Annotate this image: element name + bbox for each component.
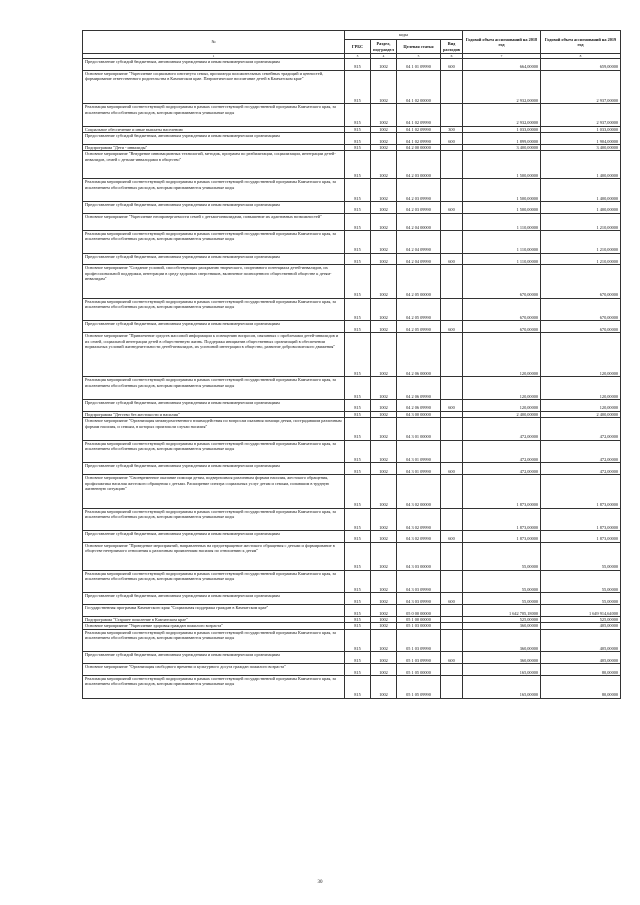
row-name: Предоставление субсидий бюджетным, автономным учреждениям и иным некоммерческим организациям (83, 652, 345, 664)
row-csr: 05 1 05 09990 (397, 676, 441, 699)
row-grbs: 815 (345, 253, 371, 265)
row-amount-2019: 55,00000 (541, 542, 621, 570)
row-csr: 04 3 00 00000 (397, 411, 441, 417)
row-razdel: 1002 (371, 475, 397, 508)
row-vr: 600 (441, 652, 463, 664)
row-csr: 04 3 01 09990 (397, 463, 441, 475)
row-grbs: 815 (345, 298, 371, 321)
row-name: Основное мероприятие "Создание условий, способствующих раскрытию творческого, спортивного потенциала детей-инвалидов, их профессиональной поддержки, интеграции в среду здоровых сверстников, включение полноценного общественной обществе к детям-инвалидам" (83, 265, 345, 298)
row-name: Основное мероприятие "Укрепление социального института семьи, пропаганда положительных семейных традиций и ценностей, формирование ответственного родительства в Камчатском крае. Патриотическое воспитание детей в Камчатском крае" (83, 70, 345, 103)
row-name: Подпрограмма "Детство без жестокости и насилия" (83, 411, 345, 417)
row-amount-2019: 80,00000 (541, 664, 621, 676)
row-amount-2019: 2 937,00000 (541, 70, 621, 103)
row-razdel: 1002 (371, 542, 397, 570)
row-csr: 04 1 02 09990 (397, 104, 441, 127)
table-row (83, 664, 621, 676)
row-vr (441, 298, 463, 321)
row-amount-2019: 472,00000 (541, 418, 621, 441)
row-razdel: 1002 (371, 179, 397, 202)
row-name: Предоставление субсидий бюджетным, автономным учреждениям и иным некоммерческим организациям (83, 253, 345, 265)
row-amount-2019: 670,00000 (541, 321, 621, 333)
header-number: № (83, 31, 345, 54)
table-row (83, 201, 621, 213)
row-amount-2018: 472,00000 (463, 440, 541, 463)
row-grbs: 815 (345, 570, 371, 593)
row-csr: 04 1 02 09990 (397, 133, 441, 145)
row-name: Предоставление субсидий бюджетным, автономным учреждениям и иным некоммерческим организациям (83, 321, 345, 333)
row-amount-2019: 670,00000 (541, 298, 621, 321)
row-csr: 04 2 06 00000 (397, 333, 441, 377)
row-name: Реализация мероприятий соответствующей подпрограммы в рамках соответствующей государственной программы Камчатского края, за исключением обособленных расходов, которым присваиваются уникальные коды (83, 230, 345, 253)
table-row (83, 213, 621, 230)
table-row (83, 629, 621, 652)
row-csr: 04 3 02 00000 (397, 475, 441, 508)
row-amount-2018: 1 500,00000 (463, 151, 541, 179)
budget-table (82, 30, 621, 699)
row-amount-2018: 1 899,00000 (463, 133, 541, 145)
row-name: Основное мероприятие "Организация межведомственного взаимодействия по вопросам оказания помощи детям, пострадавшим различным формам насилия, и семьям, в которых произошли случаи насилия" (83, 418, 345, 441)
row-name: Основное мероприятие "Проведение мероприятий, направленных на предотвращение жестокого обращения с детьми и формирование в обществе нетерпимого отношения к различным проявлениям насилия по отношению к детям" (83, 542, 345, 570)
row-razdel: 1002 (371, 126, 397, 132)
row-vr: 300 (441, 126, 463, 132)
row-csr: 04 2 06 09990 (397, 377, 441, 400)
column-number: 6 (441, 54, 463, 59)
row-amount-2018: 2 932,00000 (463, 70, 541, 103)
row-name: Реализация мероприятий соответствующей подпрограммы в рамках соответствующей государственной программы Камчатского края, за исключением обособленных расходов, которым присваиваются уникальные коды (83, 377, 345, 400)
row-grbs: 815 (345, 144, 371, 150)
row-amount-2019: 1 400,00000 (541, 201, 621, 213)
row-amount-2018: 360,00000 (463, 652, 541, 664)
row-amount-2018: 2 932,00000 (463, 104, 541, 127)
row-name: Подпрограмма "Дети - инвалиды" (83, 144, 345, 150)
row-grbs: 815 (345, 508, 371, 531)
row-amount-2019: 405,00000 (541, 623, 621, 629)
row-amount-2018: 55,00000 (463, 570, 541, 593)
table-row (83, 475, 621, 508)
row-razdel: 1002 (371, 463, 397, 475)
row-name: Реализация мероприятий соответствующей подпрограммы в рамках соответствующей государственной программы Камчатского края, за исключением обособленных расходов, которым присваиваются уникальные коды (83, 440, 345, 463)
row-vr: 600 (441, 399, 463, 411)
header-2019: Годовой объем ассигнований на 2019 год (541, 31, 621, 54)
header-csr: Целевая статья (397, 40, 441, 54)
row-grbs: 815 (345, 617, 371, 623)
row-amount-2019: 405,00000 (541, 629, 621, 652)
row-name: Реализация мероприятий соответствующей подпрограммы в рамках соответствующей государственной программы Камчатского края, за исключением обособленных расходов, которым присваиваются уникальные коды (83, 179, 345, 202)
table-row (83, 399, 621, 411)
table-row (83, 570, 621, 593)
row-csr: 04 3 02 09990 (397, 531, 441, 543)
row-csr: 04 2 03 09990 (397, 179, 441, 202)
row-amount-2019: 1 033,00000 (541, 126, 621, 132)
row-razdel: 1002 (371, 617, 397, 623)
row-amount-2019: 55,00000 (541, 593, 621, 605)
row-csr: 05 1 03 09990 (397, 652, 441, 664)
row-name: Реализация мероприятий соответствующей подпрограммы в рамках соответствующей государственной программы Камчатского края, за исключением обособленных расходов, которым присваиваются уникальные коды (83, 298, 345, 321)
row-amount-2018: 1 873,00000 (463, 531, 541, 543)
row-amount-2019: 1 649 914,64000 (541, 605, 621, 617)
row-amount-2019: 472,00000 (541, 463, 621, 475)
row-amount-2018: 55,00000 (463, 542, 541, 570)
document-page (82, 30, 620, 699)
table-body (83, 59, 621, 699)
row-csr: 04 2 03 09990 (397, 201, 441, 213)
row-csr: 04 3 01 09990 (397, 440, 441, 463)
row-razdel: 1002 (371, 629, 397, 652)
row-vr (441, 179, 463, 202)
page-number: 30 (317, 880, 323, 885)
row-razdel: 1002 (371, 652, 397, 664)
row-grbs: 815 (345, 605, 371, 617)
table-row (83, 59, 621, 71)
table-row (83, 440, 621, 463)
row-vr (441, 570, 463, 593)
row-amount-2018: 472,00000 (463, 418, 541, 441)
row-razdel: 1002 (371, 664, 397, 676)
row-amount-2018: 120,00000 (463, 399, 541, 411)
header-vr: Вид расходов (441, 40, 463, 54)
row-name: Предоставление субсидий бюджетным, автономным учреждениям и иным некоммерческим организациям (83, 593, 345, 605)
header-razdel: Раздел, под-раздел (371, 40, 397, 54)
row-csr: 05 1 05 00000 (397, 664, 441, 676)
row-vr (441, 265, 463, 298)
row-csr: 04 2 05 09990 (397, 321, 441, 333)
row-vr: 600 (441, 531, 463, 543)
row-csr: 04 3 03 00000 (397, 542, 441, 570)
row-grbs: 815 (345, 126, 371, 132)
row-amount-2019: 1 873,00000 (541, 475, 621, 508)
row-amount-2019: 120,00000 (541, 399, 621, 411)
row-razdel: 1002 (371, 265, 397, 298)
row-grbs: 815 (345, 623, 371, 629)
row-razdel: 1002 (371, 70, 397, 103)
column-number: 5 (397, 54, 441, 59)
row-vr (441, 542, 463, 570)
header-codes: коды (345, 31, 463, 40)
row-name: Основное мероприятие "Укрепление неопровергаемости семей с детьми-инвалидами, повышение их адаптивных возможностей" (83, 213, 345, 230)
table-row (83, 652, 621, 664)
row-grbs: 815 (345, 475, 371, 508)
table-row (83, 463, 621, 475)
row-vr (441, 104, 463, 127)
table-row (83, 179, 621, 202)
table-row (83, 321, 621, 333)
row-csr: 04 1 02 00000 (397, 70, 441, 103)
row-name: Реализация мероприятий соответствующей подпрограммы в рамках соответствующей государственной программы Камчатского края, за исключением обособленных расходов, которым присваиваются уникальные коды (83, 104, 345, 127)
row-razdel: 1002 (371, 508, 397, 531)
row-razdel: 1002 (371, 230, 397, 253)
row-amount-2019: 2 937,00000 (541, 104, 621, 127)
row-name: Основное мероприятие "Укрепление здоровья граждан пожилого возраста" (83, 623, 345, 629)
row-name: Реализация мероприятий соответствующей подпрограммы в рамках соответствующей государственной программы Камчатского края, за исключением обособленных расходов, которым присваиваются уникальные коды (83, 508, 345, 531)
row-name: Основное мероприятие "Своевременное оказание помощи детям, подвергшимся различным формам насилия, жестокого обращения, профилактика насилия жестокого обращения с детьми. Расширение спектра социальных услуг детям и семьям, попавшим в трудную жизненную ситуацию" (83, 475, 345, 508)
row-grbs: 815 (345, 230, 371, 253)
row-csr: 05 0 00 00000 (397, 605, 441, 617)
row-amount-2018: 1 500,00000 (463, 179, 541, 202)
row-vr: 600 (441, 463, 463, 475)
row-vr (441, 151, 463, 179)
row-name: Подпрограмма "Старшее поколение в Камчатском крае" (83, 617, 345, 623)
row-grbs: 815 (345, 59, 371, 71)
row-amount-2018: 120,00000 (463, 333, 541, 377)
row-csr: 04 2 06 09990 (397, 399, 441, 411)
row-razdel: 1002 (371, 570, 397, 593)
row-vr (441, 418, 463, 441)
row-razdel: 1002 (371, 676, 397, 699)
row-vr: 600 (441, 59, 463, 71)
column-number: 8 (541, 54, 621, 59)
row-grbs: 815 (345, 213, 371, 230)
row-razdel: 1002 (371, 151, 397, 179)
row-csr: 04 2 04 09990 (397, 253, 441, 265)
row-amount-2019: 525,00000 (541, 617, 621, 623)
row-amount-2018: 670,00000 (463, 265, 541, 298)
row-grbs: 815 (345, 179, 371, 202)
row-amount-2018: 360,00000 (463, 623, 541, 629)
row-razdel: 1002 (371, 333, 397, 377)
row-amount-2018: 1 873,00000 (463, 508, 541, 531)
row-csr: 05 1 03 09990 (397, 629, 441, 652)
row-name: Реализация мероприятий соответствующей подпрограммы в рамках соответствующей государственной программы Камчатского края, за исключением обособленных расходов, которым присваиваются уникальные коды (83, 570, 345, 593)
row-name: Государственная программа Камчатского края "Социальная поддержка граждан в Камчатском крае" (83, 605, 345, 617)
table-row (83, 542, 621, 570)
row-name: Предоставление субсидий бюджетным, автономным учреждениям и иным некоммерческим организациям (83, 531, 345, 543)
row-amount-2018: 664,00000 (463, 59, 541, 71)
row-grbs: 815 (345, 201, 371, 213)
row-vr: 600 (441, 201, 463, 213)
row-grbs: 815 (345, 333, 371, 377)
table-row (83, 605, 621, 617)
column-number: 7 (463, 54, 541, 59)
row-vr (441, 213, 463, 230)
row-amount-2019: 405,00000 (541, 652, 621, 664)
row-razdel: 1002 (371, 144, 397, 150)
row-csr: 04 2 04 09990 (397, 230, 441, 253)
row-name: Предоставление субсидий бюджетным, автономным учреждениям и иным некоммерческим организациям (83, 399, 345, 411)
row-csr: 04 2 00 00000 (397, 144, 441, 150)
row-grbs: 815 (345, 70, 371, 103)
table-row (83, 265, 621, 298)
row-razdel: 1002 (371, 253, 397, 265)
row-amount-2019: 2 400,00000 (541, 411, 621, 417)
table-row (83, 418, 621, 441)
row-vr (441, 676, 463, 699)
row-csr: 04 1 02 09990 (397, 126, 441, 132)
row-amount-2019: 1 210,00000 (541, 230, 621, 253)
row-amount-2018: 360,00000 (463, 629, 541, 652)
table-row (83, 508, 621, 531)
row-amount-2019: 1 400,00000 (541, 151, 621, 179)
row-csr: 04 2 05 00000 (397, 265, 441, 298)
row-amount-2018: 525,00000 (463, 617, 541, 623)
row-grbs: 815 (345, 321, 371, 333)
row-razdel: 1002 (371, 605, 397, 617)
row-razdel: 1002 (371, 59, 397, 71)
row-amount-2018: 670,00000 (463, 321, 541, 333)
row-amount-2018: 1 110,00000 (463, 253, 541, 265)
row-amount-2019: 80,00000 (541, 676, 621, 699)
header-2018: Годовой объем ассигнований на 2018 год (463, 31, 541, 54)
table-header (83, 31, 621, 59)
row-razdel: 1002 (371, 440, 397, 463)
row-vr (441, 664, 463, 676)
table-row (83, 377, 621, 400)
table-row (83, 104, 621, 127)
row-grbs: 815 (345, 664, 371, 676)
row-amount-2019: 3 400,00000 (541, 144, 621, 150)
row-amount-2018: 3 400,00000 (463, 144, 541, 150)
row-vr (441, 440, 463, 463)
row-amount-2018: 1 873,00000 (463, 475, 541, 508)
row-grbs: 815 (345, 133, 371, 145)
row-amount-2019: 1 904,00000 (541, 133, 621, 145)
row-razdel: 1002 (371, 411, 397, 417)
row-vr: 600 (441, 253, 463, 265)
row-name: Предоставление субсидий бюджетным, автономным учреждениям и иным некоммерческим организациям (83, 463, 345, 475)
row-name: Реализация мероприятий соответствующей подпрограммы в рамках соответствующей государственной программы Камчатского края, за исключением обособленных расходов, которым присваиваются уникальные коды (83, 676, 345, 699)
row-amount-2019: 472,00000 (541, 440, 621, 463)
header-grbs: ГРБС (345, 40, 371, 54)
row-grbs: 815 (345, 463, 371, 475)
row-vr: 600 (441, 593, 463, 605)
row-grbs: 815 (345, 104, 371, 127)
row-grbs: 815 (345, 652, 371, 664)
row-grbs: 815 (345, 593, 371, 605)
row-amount-2018: 165,00000 (463, 676, 541, 699)
row-csr: 04 1 01 09990 (397, 59, 441, 71)
row-razdel: 1002 (371, 321, 397, 333)
row-amount-2018: 1 500,00000 (463, 201, 541, 213)
row-amount-2019: 1 873,00000 (541, 508, 621, 531)
table-row (83, 133, 621, 145)
row-name: Основное мероприятие "Внедрение инновационных технологий, методик, программ по реабилитации, социализации, интеграции детей-инвалидов, семей с детьми-инвалидами в общество" (83, 151, 345, 179)
row-grbs: 815 (345, 418, 371, 441)
row-vr (441, 230, 463, 253)
row-razdel: 1002 (371, 531, 397, 543)
row-vr (441, 475, 463, 508)
row-name: Предоставление субсидий бюджетным, автономным учреждениям и иным некоммерческим организациям (83, 133, 345, 145)
row-csr: 04 2 05 09990 (397, 298, 441, 321)
row-grbs: 815 (345, 676, 371, 699)
row-amount-2018: 472,00000 (463, 463, 541, 475)
column-number: 1 (83, 54, 345, 59)
row-vr: 600 (441, 133, 463, 145)
table-row (83, 593, 621, 605)
row-amount-2019: 1 400,00000 (541, 179, 621, 202)
row-razdel: 1002 (371, 201, 397, 213)
row-grbs: 815 (345, 440, 371, 463)
row-amount-2019: 120,00000 (541, 377, 621, 400)
row-csr: 04 3 01 00000 (397, 418, 441, 441)
row-amount-2018: 55,00000 (463, 593, 541, 605)
row-csr: 04 3 02 09990 (397, 508, 441, 531)
table-row (83, 253, 621, 265)
row-amount-2019: 659,00000 (541, 59, 621, 71)
row-grbs: 815 (345, 265, 371, 298)
row-vr (441, 377, 463, 400)
row-csr: 05 1 03 00000 (397, 623, 441, 629)
row-name: Основное мероприятие "Привлечение средств массовой информации к освещению вопросов, связанных с проблемами детей-инвалидов и их семей, социальной интеграции детей в общественную жизнь. Поддержка инициатив общественных организаций в обеспечении нормальных условий жизнедеятельности детей-инвалидов, их успешной интеграции в общество, развитие добровольческого движения" (83, 333, 345, 377)
column-number: 4 (371, 54, 397, 59)
row-vr (441, 508, 463, 531)
row-csr: 04 3 03 09990 (397, 570, 441, 593)
row-amount-2018: 1 110,00000 (463, 230, 541, 253)
table-row (83, 298, 621, 321)
row-amount-2019: 120,00000 (541, 333, 621, 377)
row-grbs: 815 (345, 151, 371, 179)
row-razdel: 1002 (371, 133, 397, 145)
row-name: Реализация мероприятий соответствующей подпрограммы в рамках соответствующей государственной программы Камчатского края, за исключением обособленных расходов, которым присваиваются уникальные коды (83, 629, 345, 652)
table-row (83, 676, 621, 699)
row-csr: 04 2 04 00000 (397, 213, 441, 230)
row-csr: 04 2 03 00000 (397, 151, 441, 179)
table-row (83, 333, 621, 377)
row-grbs: 815 (345, 399, 371, 411)
row-grbs: 815 (345, 629, 371, 652)
row-name: Основное мероприятие "Организация свободного времени и культурного досуга граждан пожилого возраста" (83, 664, 345, 676)
row-amount-2019: 1 873,00000 (541, 531, 621, 543)
row-razdel: 1002 (371, 213, 397, 230)
row-vr (441, 605, 463, 617)
table-row (83, 151, 621, 179)
row-amount-2019: 1 210,00000 (541, 213, 621, 230)
row-amount-2018: 2 400,00000 (463, 411, 541, 417)
row-csr: 05 1 00 00000 (397, 617, 441, 623)
row-amount-2018: 1 110,00000 (463, 213, 541, 230)
row-amount-2019: 55,00000 (541, 570, 621, 593)
row-amount-2018: 165,00000 (463, 664, 541, 676)
row-amount-2018: 120,00000 (463, 377, 541, 400)
row-razdel: 1002 (371, 399, 397, 411)
row-razdel: 1002 (371, 377, 397, 400)
row-razdel: 1002 (371, 623, 397, 629)
table-row (83, 230, 621, 253)
row-amount-2018: 1 642 705,18000 (463, 605, 541, 617)
row-vr: 600 (441, 321, 463, 333)
row-razdel: 1002 (371, 298, 397, 321)
row-grbs: 815 (345, 377, 371, 400)
row-grbs: 815 (345, 531, 371, 543)
row-razdel: 1002 (371, 418, 397, 441)
column-number: 3 (345, 54, 371, 59)
row-vr (441, 333, 463, 377)
row-csr: 04 3 03 09990 (397, 593, 441, 605)
row-vr (441, 629, 463, 652)
row-name: Предоставление субсидий бюджетным, автономным учреждениям и иным некоммерческим организациям (83, 59, 345, 71)
row-amount-2018: 670,00000 (463, 298, 541, 321)
table-row (83, 70, 621, 103)
row-razdel: 1002 (371, 104, 397, 127)
row-vr (441, 70, 463, 103)
row-name: Социальное обеспечение и иные выплаты населению (83, 126, 345, 132)
row-amount-2019: 1 210,00000 (541, 253, 621, 265)
row-grbs: 815 (345, 542, 371, 570)
row-razdel: 1002 (371, 593, 397, 605)
row-amount-2018: 1 033,00000 (463, 126, 541, 132)
row-name: Предоставление субсидий бюджетным, автономным учреждениям и иным некоммерческим организациям (83, 201, 345, 213)
table-row (83, 531, 621, 543)
row-grbs: 815 (345, 411, 371, 417)
row-amount-2019: 670,00000 (541, 265, 621, 298)
